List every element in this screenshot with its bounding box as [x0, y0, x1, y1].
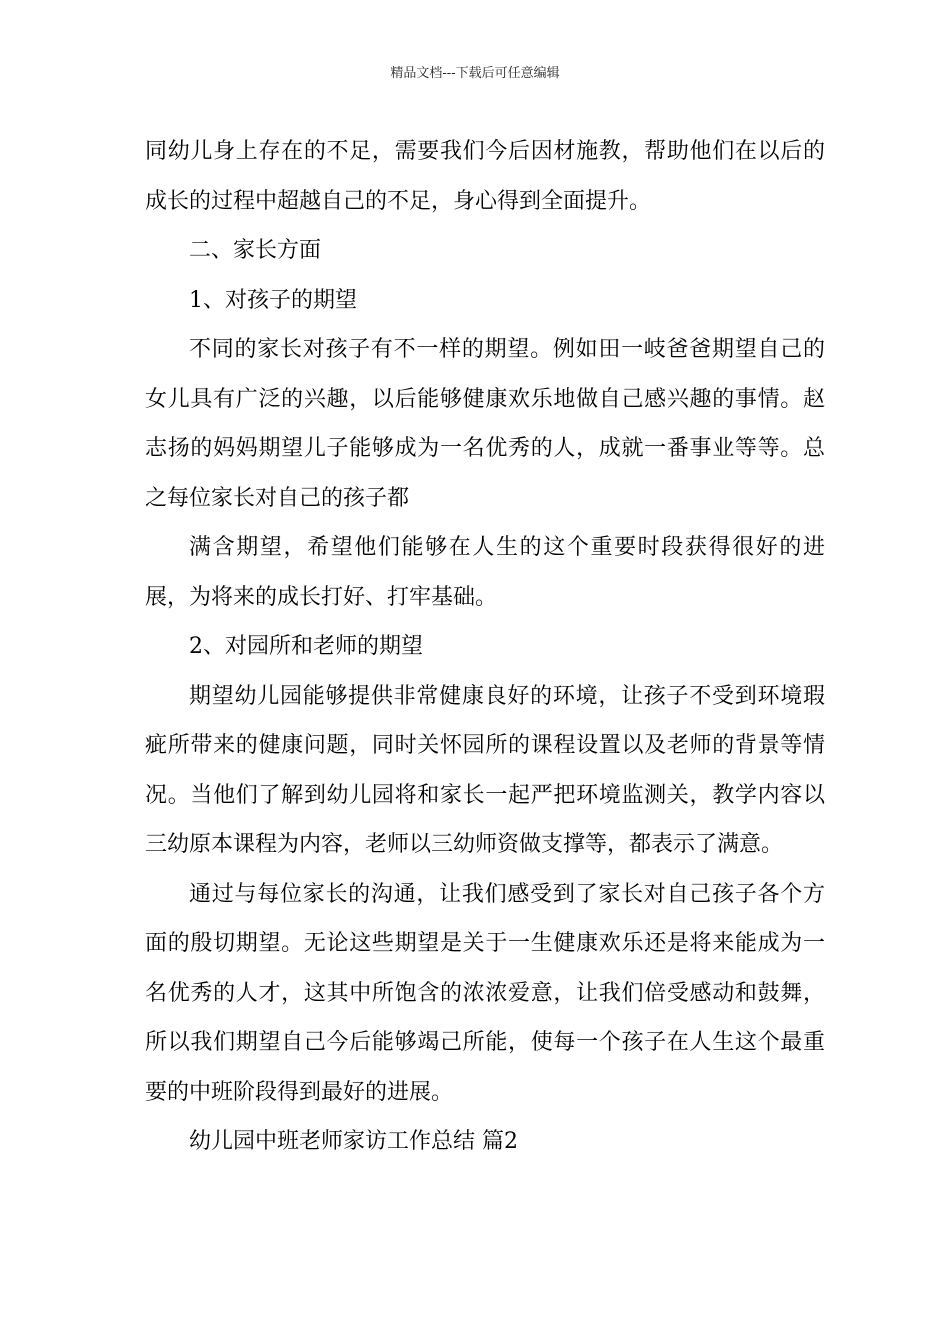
paragraph-continuation: 同幼儿身上存在的不足，需要我们今后因材施教，帮助他们在以后的成长的过程中超越自己的不足，身心得到全面提升。: [145, 139, 825, 214]
document-body: [145, 127, 825, 1167]
paragraph-parent-expectations: 不同的家长对孩子有不一样的期望。例如田一岐爸爸期望自己的女儿具有广泛的兴趣，以后能够健康欢乐地做自己感兴趣的事情。赵志扬的妈妈期望儿子能够成为一名优秀的人，成就一番事业等等。总之每位家长对自己的孩子都: [145, 337, 825, 511]
subheading-school-expectations: 2、对园所和老师的期望: [189, 634, 423, 659]
paragraph-full-expectations: 满含期望，希望他们能够在人生的这个重要时段获得很好的进展，为将来的成长打好、打牢基础。: [145, 535, 825, 610]
section-title-part-2: 幼儿园中班老师家访工作总结 篇2: [189, 1129, 518, 1154]
paragraph-school-expectations: 期望幼儿园能够提供非常健康良好的环境，让孩子不受到环境瑕疵所带来的健康问题，同时关怀园所的课程设置以及老师的背景等情况。当他们了解到幼儿园将和家长一起严把环境监测关，教学内容以三幼原本课程为内容，老师以三幼师资做支撑等，都表示了满意。: [145, 683, 825, 857]
paragraph-communication-summary: 通过与每位家长的沟通，让我们感受到了家长对自己孩子各个方面的殷切期望。无论这些期望是关于一生健康欢乐还是将来能成为一名优秀的人才，这其中所饱含的浓浓爱意，让我们倍受感动和鼓舞，所以我们期望自己今后能够竭己所能，使每一个孩子在人生这个最重要的中班阶段得到最好的进展。: [145, 881, 825, 1105]
section-heading-parents: 二、家长方面: [189, 238, 322, 263]
subheading-child-expectations: 1、对孩子的期望: [189, 287, 357, 313]
page-header: 精品文档---下载后可任意编辑: [390, 66, 560, 81]
